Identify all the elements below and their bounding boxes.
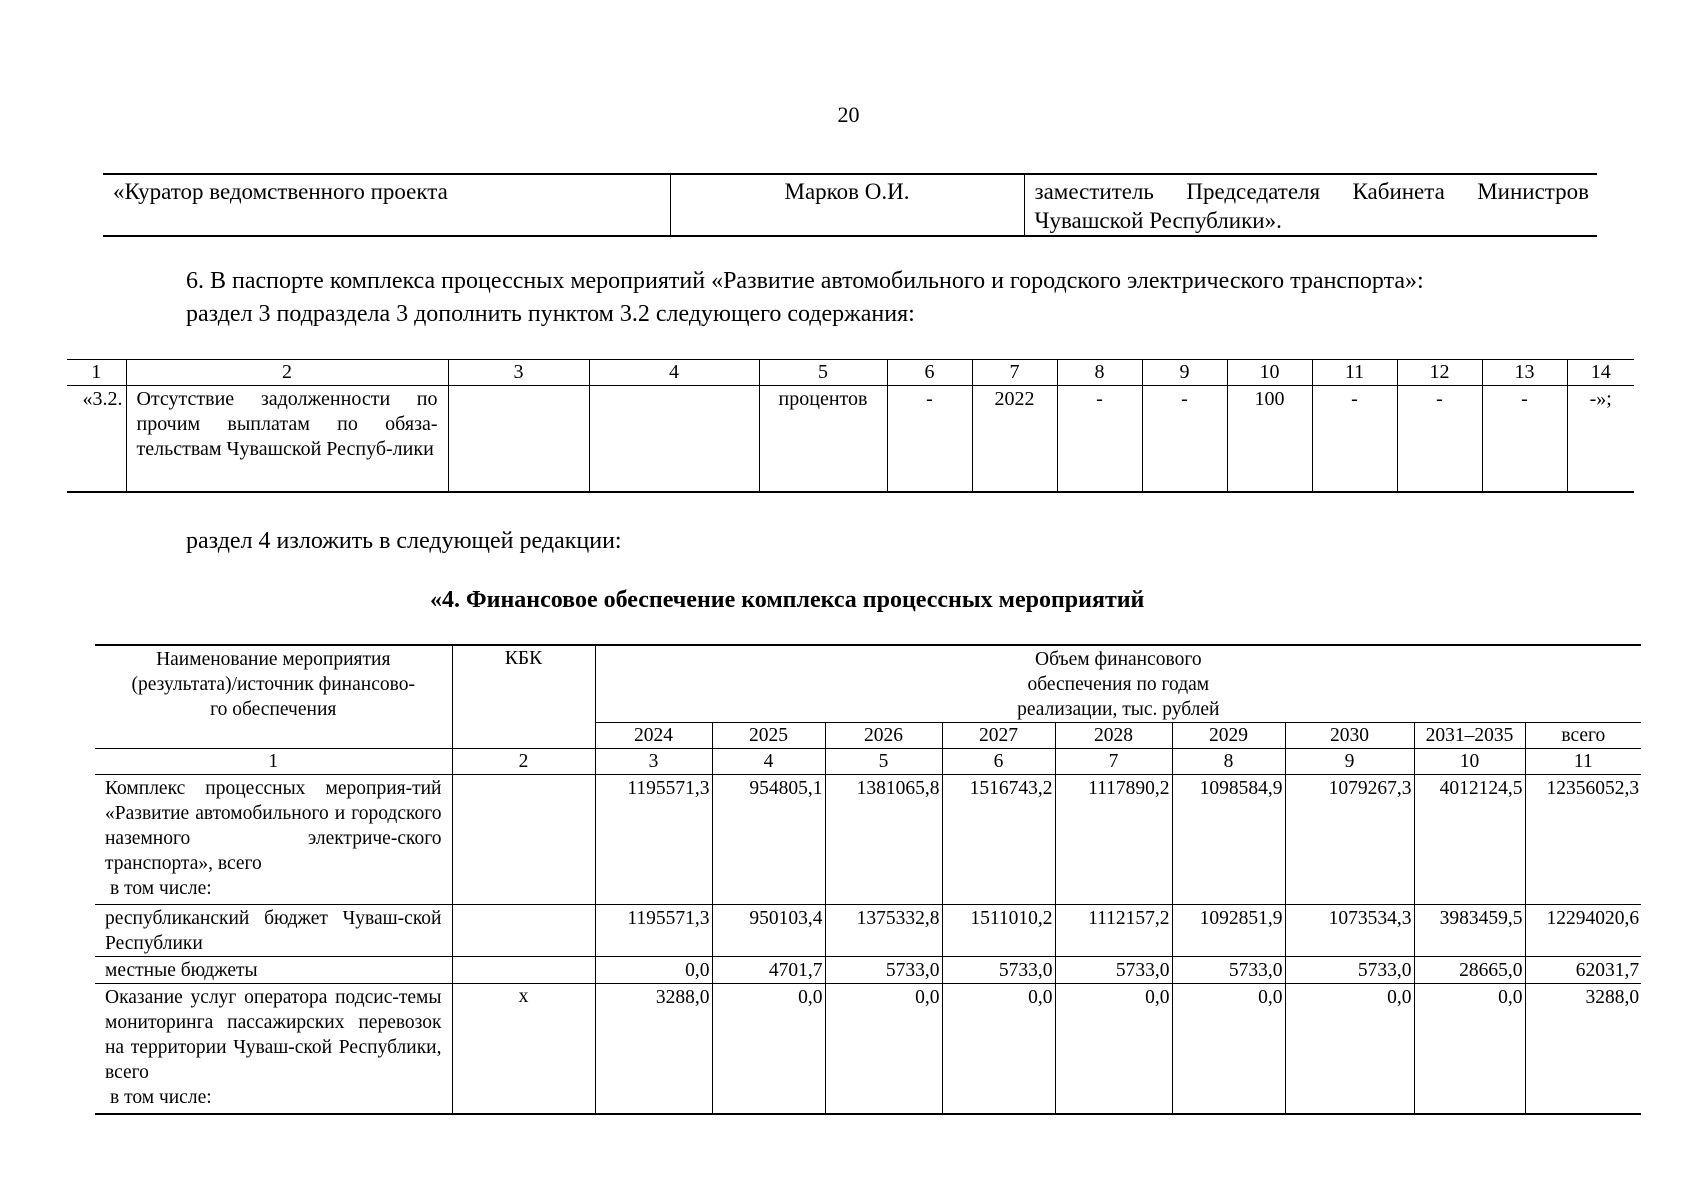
- indicator-value: 100: [1227, 386, 1312, 493]
- finance-value: 1375332,8: [825, 905, 942, 957]
- finance-head-name: Наименование мероприятия (результата)/источник финансово-го обеспечения: [95, 645, 452, 749]
- indicator-header-row: [67, 360, 1634, 386]
- column-number: 13: [1482, 360, 1567, 386]
- page-number: 20: [837, 102, 860, 127]
- indicator-cell: -: [1057, 386, 1142, 493]
- finance-value: 1092851,9: [1172, 905, 1285, 957]
- column-number: 2: [452, 749, 595, 775]
- column-number: 9: [1285, 749, 1414, 775]
- paragraph-section-4: раздел 4 изложить в следующей редакции:: [186, 528, 622, 554]
- curator-name: Марков О.И.: [670, 174, 1024, 236]
- finance-row-subtitle: в том числе:: [110, 1087, 212, 1108]
- finance-value: 12294020,6: [1525, 905, 1641, 957]
- finance-value: 1195571,3: [595, 905, 712, 957]
- finance-value: 5733,0: [1285, 957, 1414, 984]
- finance-kbk: [452, 957, 595, 984]
- indicator-table: [67, 359, 1634, 493]
- indicator-cell: [589, 386, 759, 493]
- finance-row-republican-budget: [95, 905, 1641, 957]
- column-number: 8: [1172, 749, 1285, 775]
- column-number: 12: [1397, 360, 1482, 386]
- column-number: 7: [1055, 749, 1172, 775]
- finance-row-subtitle: в том числе:: [110, 878, 212, 899]
- finance-value: 950103,4: [712, 905, 825, 957]
- year-header: 2026: [825, 723, 942, 749]
- finance-kbk: [452, 905, 595, 957]
- indicator-number: «3.2.: [67, 386, 126, 493]
- indicator-cell: -: [1312, 386, 1397, 493]
- finance-value: 0,0: [595, 957, 712, 984]
- finance-value: 0,0: [1055, 984, 1172, 1115]
- column-number: 9: [1142, 360, 1227, 386]
- finance-value: 1516743,2: [942, 775, 1055, 905]
- finance-value: 0,0: [1172, 984, 1285, 1115]
- curator-table: [103, 173, 1597, 237]
- year-header: 2029: [1172, 723, 1285, 749]
- column-number: 5: [759, 360, 887, 386]
- column-number: 8: [1057, 360, 1142, 386]
- finance-value: 28665,0: [1414, 957, 1525, 984]
- finance-column-numbers-row: [95, 749, 1641, 775]
- year-header: 2031–2035: [1414, 723, 1525, 749]
- finance-row-local-budgets: [95, 957, 1641, 984]
- column-number: 11: [1525, 749, 1641, 775]
- column-number: 7: [972, 360, 1057, 386]
- column-number: 2: [126, 360, 448, 386]
- finance-row-name: [95, 984, 452, 1115]
- finance-kbk: [452, 775, 595, 905]
- indicator-cell: -: [1482, 386, 1567, 493]
- finance-value: 12356052,3: [1525, 775, 1641, 905]
- finance-kbk: х: [452, 984, 595, 1115]
- column-number: 1: [95, 749, 452, 775]
- paragraph-amendment-6: [186, 265, 1586, 331]
- finance-value: 62031,7: [1525, 957, 1641, 984]
- finance-row-name: местные бюджеты: [95, 957, 452, 984]
- finance-head-volume: Объем финансового обеспечения по годам реализации, тыс. рублей: [595, 645, 1641, 723]
- indicator-unit: процентов: [759, 386, 887, 493]
- indicator-cell: -: [1142, 386, 1227, 493]
- year-header: 2028: [1055, 723, 1172, 749]
- finance-row-title: Комплекс процессных мероприя-тий «Развитие автомобильного и городского наземного электриче-ского транспорта», всего: [105, 778, 442, 874]
- finance-value: 1381065,8: [825, 775, 942, 905]
- section-heading: «4. Финансовое обеспечение комплекса процессных мероприятий: [430, 587, 1145, 613]
- finance-head-kbk: КБК: [452, 645, 595, 749]
- indicator-name: Отсутствие задолженности по прочим выплатам по обяза-тельствам Чувашской Респуб-лики: [126, 386, 448, 493]
- finance-value: 1073534,3: [1285, 905, 1414, 957]
- column-number: 5: [825, 749, 942, 775]
- finance-value: 5733,0: [825, 957, 942, 984]
- finance-row-complex-total: [95, 775, 1641, 905]
- year-header: 2025: [712, 723, 825, 749]
- finance-value: 1079267,3: [1285, 775, 1414, 905]
- finance-header-row: [95, 645, 1641, 723]
- finance-value: 0,0: [942, 984, 1055, 1115]
- year-header: 2024: [595, 723, 712, 749]
- finance-value: 5733,0: [1172, 957, 1285, 984]
- finance-value: 954805,1: [712, 775, 825, 905]
- paragraph-line: 6. В паспорте комплекса процессных мероприятий «Развитие автомобильного и городского электрического транспорта»:: [186, 268, 1424, 294]
- curator-role: «Куратор ведомственного проекта: [103, 174, 670, 236]
- finance-value: 4012124,5: [1414, 775, 1525, 905]
- year-header: 2027: [942, 723, 1055, 749]
- indicator-cell: [448, 386, 589, 493]
- finance-value: 4701,7: [712, 957, 825, 984]
- finance-value: 1117890,2: [1055, 775, 1172, 905]
- indicator-row: [67, 386, 1634, 493]
- column-number: 14: [1567, 360, 1634, 386]
- column-number: 3: [595, 749, 712, 775]
- finance-value: 5733,0: [942, 957, 1055, 984]
- paragraph-line: раздел 3 подраздела 3 дополнить пунктом 3.2 следующего содержания:: [186, 301, 915, 327]
- finance-row-name: [95, 775, 452, 905]
- finance-value: 0,0: [1285, 984, 1414, 1115]
- column-number: 10: [1414, 749, 1525, 775]
- finance-value: 3288,0: [595, 984, 712, 1115]
- indicator-base-year: 2022: [972, 386, 1057, 493]
- column-number: 6: [887, 360, 972, 386]
- column-number: 11: [1312, 360, 1397, 386]
- finance-row-title: Оказание услуг оператора подсис-темы мониторинга пассажирских перевозок на территории Чуваш-ской Республики, всего: [105, 987, 442, 1083]
- indicator-cell: -: [1397, 386, 1482, 493]
- year-header: всего: [1525, 723, 1641, 749]
- finance-row-name: республиканский бюджет Чуваш-ской Республики: [95, 905, 452, 957]
- finance-value: 0,0: [712, 984, 825, 1115]
- finance-value: 1195571,3: [595, 775, 712, 905]
- finance-value: 3983459,5: [1414, 905, 1525, 957]
- finance-row-monitoring-services: [95, 984, 1641, 1115]
- finance-value: 1511010,2: [942, 905, 1055, 957]
- column-number: 3: [448, 360, 589, 386]
- finance-value: 3288,0: [1525, 984, 1641, 1115]
- finance-table: [95, 644, 1641, 1115]
- indicator-cell: -: [887, 386, 972, 493]
- year-header: 2030: [1285, 723, 1414, 749]
- finance-value: 5733,0: [1055, 957, 1172, 984]
- finance-value: 1112157,2: [1055, 905, 1172, 957]
- curator-position: заместитель Председателя Кабинета Министров Чувашской Республики».: [1024, 174, 1597, 236]
- finance-value: 0,0: [1414, 984, 1525, 1115]
- column-number: 10: [1227, 360, 1312, 386]
- column-number: 6: [942, 749, 1055, 775]
- column-number: 4: [589, 360, 759, 386]
- finance-value: 0,0: [825, 984, 942, 1115]
- column-number: 4: [712, 749, 825, 775]
- indicator-cell: -»;: [1567, 386, 1634, 493]
- column-number: 1: [67, 360, 126, 386]
- curator-row: [103, 174, 1597, 236]
- finance-value: 1098584,9: [1172, 775, 1285, 905]
